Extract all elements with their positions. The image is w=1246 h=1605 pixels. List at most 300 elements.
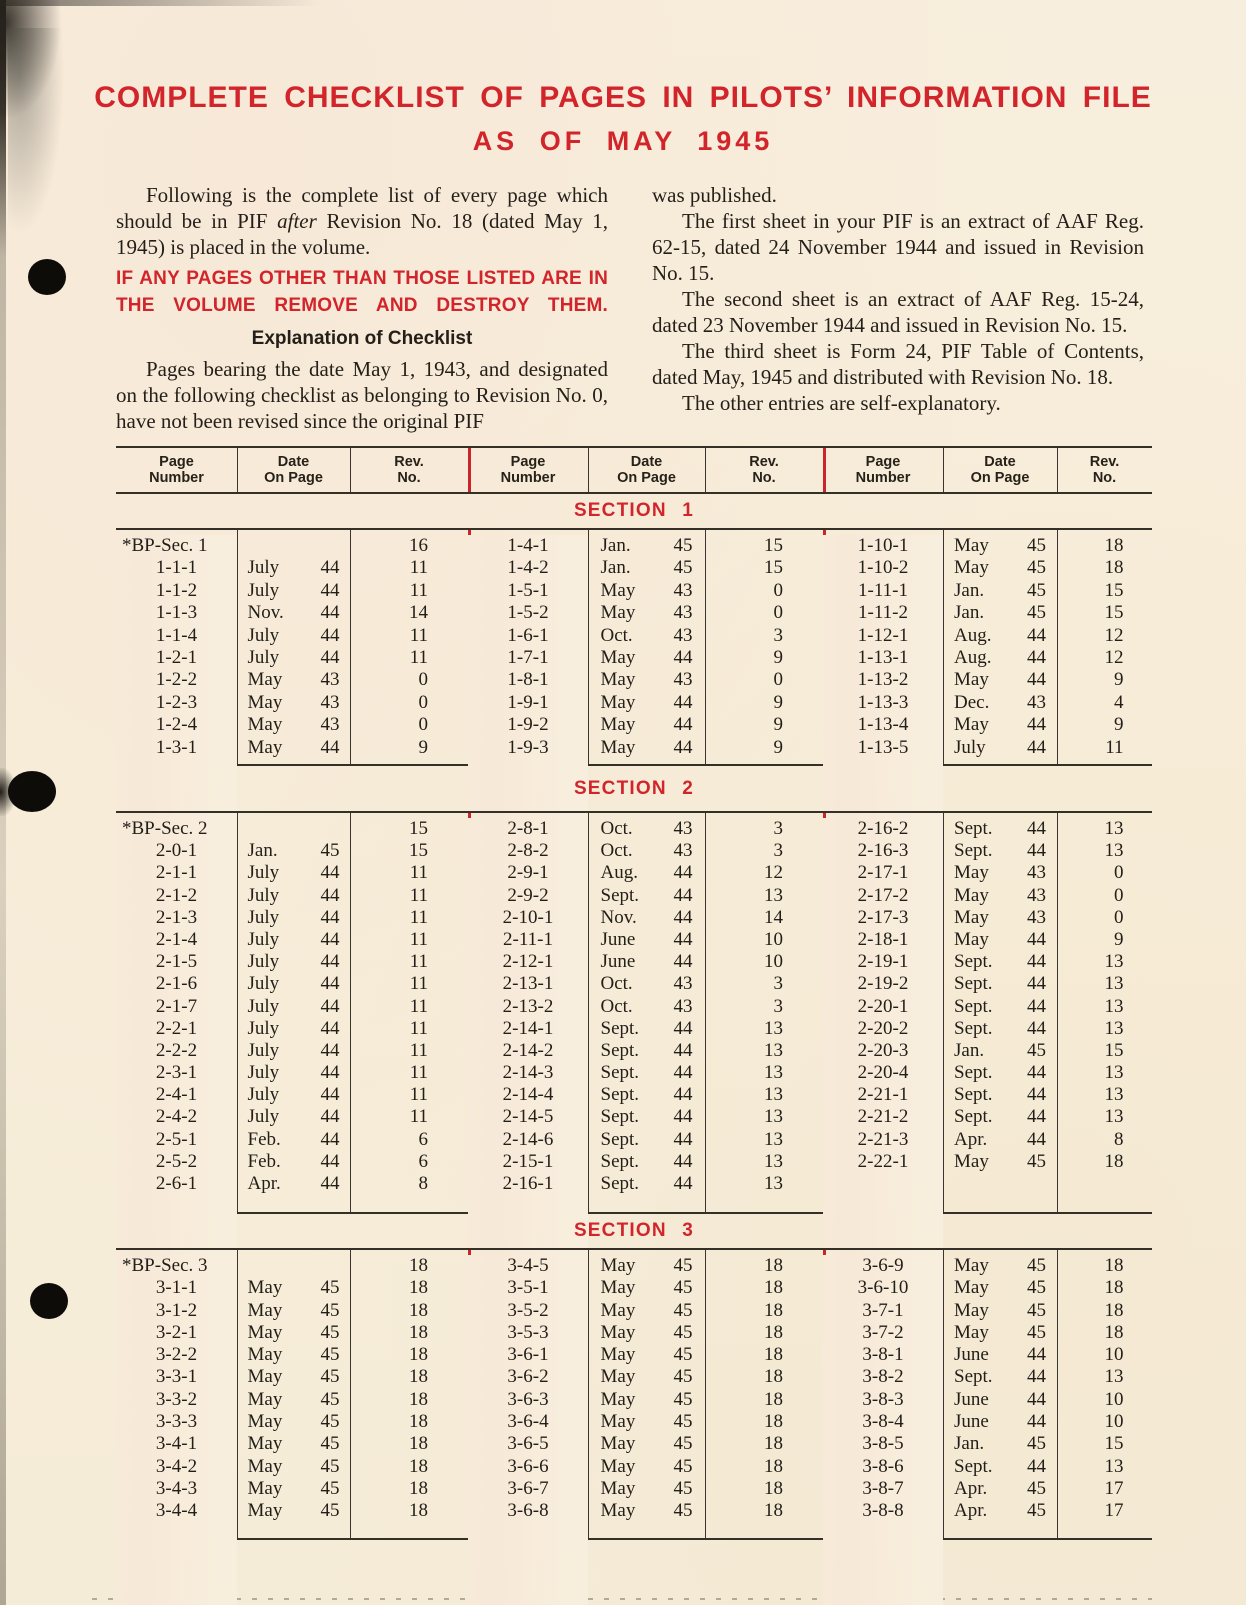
revision-number: 11 xyxy=(409,1062,428,1084)
date-year: 45 xyxy=(1027,1321,1046,1343)
revision-number-cell xyxy=(350,1322,468,1344)
table-row xyxy=(116,1300,468,1322)
date-month: May xyxy=(600,1455,636,1477)
date-cell xyxy=(943,1456,1057,1478)
date-year: 45 xyxy=(320,1366,340,1388)
table-row xyxy=(823,1040,1152,1062)
revision-number: 13 xyxy=(764,1017,783,1039)
revision-number-cell xyxy=(350,714,468,736)
table-row xyxy=(116,1129,468,1151)
revision-number-cell xyxy=(350,1500,468,1522)
date-cell xyxy=(943,1062,1057,1084)
table-column-group xyxy=(468,1255,823,1523)
date-year: 45 xyxy=(320,1455,340,1477)
date-year: 44 xyxy=(673,1084,693,1106)
table-row xyxy=(468,647,823,669)
page-number-cell: 2-14-3 xyxy=(468,1062,588,1605)
date-cell xyxy=(588,737,705,759)
date-cell xyxy=(943,557,1057,579)
table-row xyxy=(823,1366,1152,1388)
date-cell xyxy=(237,625,350,647)
page-number-cell: 2-17-2 xyxy=(823,885,943,1605)
date-year: 44 xyxy=(1027,1106,1046,1128)
revision-number-cell xyxy=(1057,1129,1152,1151)
revision-number-cell xyxy=(705,557,823,579)
date-cell xyxy=(943,1344,1057,1366)
page-number-cell: 3-7-2 xyxy=(823,1322,943,1605)
revision-number: 11 xyxy=(409,1017,428,1039)
table-column-group xyxy=(468,535,823,759)
revision-number-cell xyxy=(1057,602,1152,624)
date-month: Sept. xyxy=(954,840,993,862)
date-cell xyxy=(943,951,1057,973)
revision-number-cell xyxy=(350,1151,468,1173)
date-year: 45 xyxy=(320,1411,340,1433)
section-data-band xyxy=(116,528,1152,766)
date-month: Apr. xyxy=(247,1173,281,1194)
revision-number: 9 xyxy=(1114,928,1124,950)
date-month: May xyxy=(954,928,989,950)
table-row xyxy=(823,1322,1152,1344)
revision-number: 15 xyxy=(1104,1039,1124,1061)
page-number-cell: 2-17-1 xyxy=(823,862,943,1605)
date-month: Feb. xyxy=(247,1128,281,1150)
date-year: 44 xyxy=(320,951,340,973)
revision-number-cell xyxy=(1057,996,1152,1018)
revision-number-cell xyxy=(1057,1389,1152,1411)
revision-number-cell xyxy=(1057,1062,1152,1084)
date-month: Sept. xyxy=(600,884,640,906)
revision-number-cell xyxy=(350,1456,468,1478)
revision-number-cell xyxy=(1057,1433,1152,1455)
table-row xyxy=(116,1255,468,1277)
date-month: Sept. xyxy=(954,818,993,839)
table-row xyxy=(116,1040,468,1062)
date-cell xyxy=(588,647,705,669)
date-cell xyxy=(237,1040,350,1062)
page-number-cell: 3-3-2 xyxy=(116,1389,237,1605)
table-row xyxy=(468,580,823,602)
date-month: July xyxy=(247,1039,280,1061)
date-year: 43 xyxy=(673,973,693,995)
date-year: 44 xyxy=(673,928,693,950)
page-number-cell: 3-3-3 xyxy=(116,1411,237,1605)
table-row xyxy=(823,973,1152,995)
date-cell xyxy=(943,1106,1057,1128)
date-cell xyxy=(943,1300,1057,1322)
page-number-cell: 2-1-6 xyxy=(116,973,237,1605)
revision-number: 11 xyxy=(409,624,428,646)
punch-hole xyxy=(28,259,66,295)
revision-number: 18 xyxy=(764,1411,783,1433)
date-month: May xyxy=(600,1277,636,1299)
revision-number-cell xyxy=(705,1062,823,1084)
table-row xyxy=(823,1018,1152,1040)
date-month: May xyxy=(600,579,636,601)
column-header xyxy=(588,448,705,492)
date-month: Oct. xyxy=(600,973,633,995)
intro-paragraph: The first sheet in your PIF is an extract of AAF Reg. 62-15, dated 24 November 1944 and issued in Revision No. 15. xyxy=(652,209,1144,285)
table-row xyxy=(116,1151,468,1173)
table-row xyxy=(116,669,468,691)
date-month: July xyxy=(247,1017,280,1039)
revision-number: 11 xyxy=(409,973,428,995)
date-cell xyxy=(237,535,350,557)
date-month: May xyxy=(600,1299,636,1321)
revision-number-cell xyxy=(350,840,468,862)
column-header xyxy=(1057,448,1152,492)
date-cell xyxy=(588,862,705,884)
table-row xyxy=(468,1018,823,1040)
revision-number-cell xyxy=(1057,1456,1152,1478)
date-year: 43 xyxy=(1027,691,1046,713)
date-year: 44 xyxy=(1027,1455,1046,1477)
column-header-line: Rev. xyxy=(394,454,424,470)
punch-hole xyxy=(8,771,56,812)
date-cell xyxy=(237,580,350,602)
date-year: 44 xyxy=(320,1062,340,1084)
page-number-cell: 1-11-1 xyxy=(823,580,943,1605)
page-number-cell: 1-1-2 xyxy=(116,580,237,1605)
revision-number-cell xyxy=(350,951,468,973)
table-row xyxy=(468,1255,823,1277)
table-row xyxy=(116,535,468,557)
date-month: May xyxy=(247,1388,283,1410)
revision-number: 13 xyxy=(1104,995,1124,1017)
date-month: May xyxy=(954,535,989,556)
table-row xyxy=(823,1433,1152,1455)
table-row xyxy=(468,885,823,907)
page-number-cell: 1-2-3 xyxy=(116,692,237,1605)
date-cell xyxy=(237,1389,350,1411)
date-month: June xyxy=(600,951,636,973)
date-month: May xyxy=(600,1411,636,1433)
revision-number: 3 xyxy=(773,995,783,1017)
date-month: June xyxy=(600,928,636,950)
date-month: July xyxy=(247,624,280,646)
table-row xyxy=(468,1106,823,1128)
date-cell xyxy=(588,996,705,1018)
section-data-band xyxy=(116,1248,1152,1540)
revision-number-cell xyxy=(705,1433,823,1455)
revision-number-cell xyxy=(705,647,823,669)
revision-number: 18 xyxy=(409,1277,428,1299)
date-month: May xyxy=(954,1255,989,1276)
date-month: Sept. xyxy=(600,1017,640,1039)
date-cell xyxy=(588,557,705,579)
date-month: May xyxy=(247,1455,283,1477)
revision-number: 0 xyxy=(1114,906,1124,928)
page-number-cell: 3-6-7 xyxy=(468,1478,588,1605)
date-cell xyxy=(237,1129,350,1151)
date-year: 44 xyxy=(673,1062,693,1084)
date-year: 45 xyxy=(320,1433,340,1455)
table-row xyxy=(468,1478,823,1500)
date-cell xyxy=(237,973,350,995)
revision-number: 6 xyxy=(418,1150,428,1172)
page-number-cell: 2-14-1 xyxy=(468,1018,588,1605)
revision-number-cell xyxy=(350,1411,468,1433)
revision-number-cell xyxy=(705,996,823,1018)
date-cell xyxy=(237,1062,350,1084)
page-number-cell: 3-6-1 xyxy=(468,1344,588,1605)
date-month: Jan. xyxy=(247,840,278,862)
table-row xyxy=(116,1478,468,1500)
revision-number: 18 xyxy=(1104,1277,1124,1299)
date-year: 43 xyxy=(1027,884,1046,906)
date-year: 45 xyxy=(673,1277,693,1299)
table-row xyxy=(468,669,823,691)
date-year: 44 xyxy=(320,736,340,758)
date-cell xyxy=(237,1277,350,1299)
date-cell xyxy=(588,692,705,714)
revision-number-cell xyxy=(705,625,823,647)
date-cell xyxy=(588,535,705,557)
table-row xyxy=(468,1062,823,1084)
date-year: 44 xyxy=(1027,840,1046,862)
date-cell xyxy=(588,1018,705,1040)
revision-number: 18 xyxy=(1104,1321,1124,1343)
date-month: Aug. xyxy=(954,646,992,668)
date-year: 45 xyxy=(673,1344,693,1366)
date-year: 44 xyxy=(320,646,340,668)
date-cell xyxy=(237,1151,350,1173)
date-cell xyxy=(588,1151,705,1173)
page-number-cell: 3-8-5 xyxy=(823,1433,943,1605)
revision-number-cell xyxy=(350,1344,468,1366)
revision-number-cell xyxy=(705,1366,823,1388)
date-cell xyxy=(943,1277,1057,1299)
revision-number: 13 xyxy=(1104,973,1124,995)
table-row xyxy=(468,1277,823,1299)
page-number-cell: 3-8-4 xyxy=(823,1411,943,1605)
revision-number: 14 xyxy=(409,602,428,624)
column-header-line: No. xyxy=(752,470,776,486)
date-cell xyxy=(588,669,705,691)
revision-number: 18 xyxy=(764,1433,783,1455)
column-header xyxy=(237,448,350,492)
date-year: 44 xyxy=(1027,736,1046,758)
date-year: 44 xyxy=(1027,928,1046,950)
revision-number: 13 xyxy=(764,884,783,906)
revision-number: 18 xyxy=(409,1321,428,1343)
date-year: 44 xyxy=(320,557,340,579)
date-cell xyxy=(237,692,350,714)
page-number-cell: *BP-Sec. 1 xyxy=(116,535,237,1605)
table-row xyxy=(468,1040,823,1062)
page-number-cell: *BP-Sec. 2 xyxy=(116,818,237,1605)
date-cell xyxy=(588,1478,705,1500)
date-month: Sept. xyxy=(954,1455,993,1477)
page-number-cell: 1-5-2 xyxy=(468,602,588,1605)
page-number-cell: 1-5-1 xyxy=(468,580,588,1605)
page-number-cell: 2-19-2 xyxy=(823,973,943,1605)
date-year: 44 xyxy=(1027,1017,1046,1039)
table-row xyxy=(468,1151,823,1173)
date-year: 45 xyxy=(320,1277,340,1299)
date-cell xyxy=(588,1300,705,1322)
date-year: 45 xyxy=(1027,535,1046,556)
date-year: 45 xyxy=(1027,602,1046,624)
page-number-cell: 3-2-1 xyxy=(116,1322,237,1605)
page-number-cell: 2-1-4 xyxy=(116,929,237,1605)
date-month: Oct. xyxy=(600,840,633,862)
table-row xyxy=(823,951,1152,973)
column-header-line: Page xyxy=(159,454,194,470)
date-cell xyxy=(943,1040,1057,1062)
revision-number: 3 xyxy=(773,818,783,839)
table-row xyxy=(468,1173,823,1195)
revision-number-cell xyxy=(705,1300,823,1322)
revision-number: 3 xyxy=(773,973,783,995)
date-month: May xyxy=(600,1255,636,1276)
date-cell xyxy=(943,1366,1057,1388)
revision-number: 0 xyxy=(773,579,783,601)
table-row xyxy=(116,602,468,624)
date-cell xyxy=(237,669,350,691)
date-cell xyxy=(588,1277,705,1299)
revision-number-cell xyxy=(705,1456,823,1478)
date-cell xyxy=(943,1151,1057,1173)
date-cell xyxy=(943,647,1057,669)
intro-paragraph: Pages bearing the date May 1, 1943, and designated on the following checklist as belonging to Revision No. 0, have not been revised since the original PIF xyxy=(116,357,608,433)
revision-number: 18 xyxy=(764,1366,783,1388)
revision-number-cell xyxy=(1057,1084,1152,1106)
page-number-cell: 3-4-2 xyxy=(116,1456,237,1605)
revision-number-cell xyxy=(1057,625,1152,647)
column-header xyxy=(823,448,943,492)
revision-number-cell xyxy=(350,1389,468,1411)
date-cell xyxy=(588,1106,705,1128)
revision-number: 13 xyxy=(1104,1017,1124,1039)
revision-number-cell xyxy=(705,885,823,907)
table-row xyxy=(823,1129,1152,1151)
page-number-cell: 3-4-1 xyxy=(116,1433,237,1605)
table-row xyxy=(468,602,823,624)
page-number-cell: 1-2-4 xyxy=(116,714,237,1605)
table-row xyxy=(823,885,1152,907)
date-year: 44 xyxy=(320,973,340,995)
date-month: July xyxy=(247,1062,280,1084)
revision-number: 13 xyxy=(1104,1084,1124,1106)
table-column-group xyxy=(116,818,468,1195)
revision-number-cell xyxy=(1057,1151,1152,1173)
table-row xyxy=(468,1500,823,1522)
table-row xyxy=(116,1173,468,1195)
table-row xyxy=(468,714,823,736)
date-month: May xyxy=(600,1366,636,1388)
date-year: 45 xyxy=(673,1477,693,1499)
date-year: 45 xyxy=(673,557,693,579)
table-row xyxy=(116,885,468,907)
date-year: 44 xyxy=(320,995,340,1017)
page-number-cell: 2-19-1 xyxy=(823,951,943,1605)
date-cell xyxy=(943,669,1057,691)
column-header-line: Page xyxy=(865,454,901,470)
date-cell xyxy=(588,885,705,907)
date-year: 44 xyxy=(1027,818,1046,839)
date-year: 44 xyxy=(320,1106,340,1128)
date-month: July xyxy=(954,736,986,758)
table-row xyxy=(468,973,823,995)
table-row xyxy=(116,692,468,714)
table-row xyxy=(116,862,468,884)
table-column-group xyxy=(823,818,1152,1173)
revision-number-cell xyxy=(705,1277,823,1299)
punch-hole xyxy=(30,1283,68,1319)
date-year: 43 xyxy=(673,995,693,1017)
date-cell xyxy=(588,580,705,602)
revision-number-cell xyxy=(1057,669,1152,691)
revision-number-cell xyxy=(350,1255,468,1277)
header-group xyxy=(468,448,823,492)
page-number-cell: 1-2-1 xyxy=(116,647,237,1605)
column-header xyxy=(116,448,237,492)
date-year: 44 xyxy=(320,884,340,906)
date-year: 43 xyxy=(320,669,340,691)
date-cell xyxy=(588,1062,705,1084)
revision-number-cell xyxy=(705,737,823,759)
date-year: 44 xyxy=(320,862,340,884)
date-month: Nov. xyxy=(600,906,637,928)
section-label: SECTION 3 xyxy=(573,1220,695,1241)
page-number-cell: 2-14-5 xyxy=(468,1106,588,1605)
date-year: 44 xyxy=(673,691,693,713)
date-month: May xyxy=(600,1321,636,1343)
revision-number: 15 xyxy=(1104,1433,1124,1455)
revision-number: 15 xyxy=(764,557,783,579)
date-month: May xyxy=(954,669,989,691)
table-row xyxy=(468,692,823,714)
date-year: 45 xyxy=(1027,579,1046,601)
date-cell xyxy=(588,1389,705,1411)
date-month: July xyxy=(247,973,280,995)
page-number-cell: 3-6-10 xyxy=(823,1277,943,1605)
page-number-cell: 1-9-3 xyxy=(468,737,588,1605)
revision-number: 18 xyxy=(409,1366,428,1388)
date-year: 45 xyxy=(673,1455,693,1477)
column-header xyxy=(943,448,1057,492)
revision-number: 10 xyxy=(764,928,783,950)
revision-number: 11 xyxy=(409,862,428,884)
table-row xyxy=(116,1062,468,1084)
date-year: 44 xyxy=(673,714,693,736)
revision-number-cell xyxy=(350,862,468,884)
date-cell xyxy=(237,1173,350,1195)
date-month: Sept. xyxy=(600,1084,640,1106)
table-row xyxy=(116,907,468,929)
date-year: 44 xyxy=(1027,1084,1046,1106)
date-month: May xyxy=(954,714,989,736)
date-cell xyxy=(237,1433,350,1455)
page-number-cell: 3-4-5 xyxy=(468,1255,588,1605)
date-cell xyxy=(943,1129,1057,1151)
date-year: 43 xyxy=(1027,906,1046,928)
revision-number-cell xyxy=(705,1389,823,1411)
table-row xyxy=(823,647,1152,669)
date-month: July xyxy=(247,906,280,928)
column-header xyxy=(705,448,823,492)
page-number-cell: 1-3-1 xyxy=(116,737,237,1605)
revision-number-cell xyxy=(1057,840,1152,862)
revision-number-cell xyxy=(705,1084,823,1106)
date-month: Feb. xyxy=(247,1150,281,1172)
revision-number-cell xyxy=(705,1344,823,1366)
date-year: 44 xyxy=(1027,1062,1046,1084)
table-row xyxy=(116,973,468,995)
page-number-cell: 2-17-3 xyxy=(823,907,943,1605)
date-year: 45 xyxy=(673,1411,693,1433)
